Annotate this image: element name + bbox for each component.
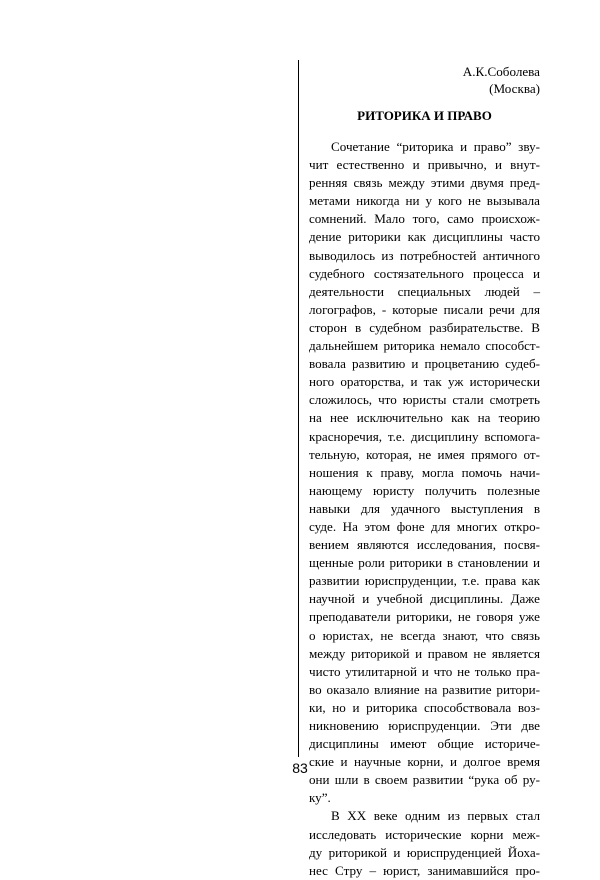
text-line: вовала развитию и процветанию судеб- — [309, 356, 540, 372]
text-line: суде. На этом фоне для многих откро- — [309, 518, 540, 534]
text-line: никновению юриспруденции. Эти две — [309, 718, 540, 733]
text-line: сложилось, что юристы стали смотреть — [309, 392, 540, 408]
text-line: деятельности специальных людей – — [309, 283, 540, 299]
text-line: Сочетание “риторика и право” зву- — [331, 139, 540, 154]
text-line: ренняя связь между этими двумя пред- — [309, 175, 540, 191]
column-rule — [298, 60, 299, 757]
text-line: выводилось из потребностей античного — [309, 247, 540, 263]
text-line: нес Стру – юрист, занимавшийся про- — [309, 862, 540, 878]
text-line: щенные роли риторики в становлении и — [309, 555, 540, 571]
text-line: метами никогда ни у кого не вызывала — [309, 193, 540, 209]
text-line: ку”. — [309, 790, 331, 806]
text-line: В XX веке одним из первых стал — [331, 808, 540, 824]
author-block — [309, 64, 540, 97]
text-line: красноречия, т.е. дисциплину вспомога- — [309, 428, 540, 444]
text-line: во оказало влияние на развитие ритори- — [309, 681, 540, 697]
text-line: навыки для удачного выступления в — [309, 500, 540, 516]
text-line: о юристах, не всегда знают, что связь — [309, 627, 540, 643]
text-line: ки, но и риторика способствовала воз- — [309, 699, 540, 715]
article-title: РИТОРИКА И ПРАВО — [357, 108, 492, 123]
text-line: между риторикой и правом не является — [309, 645, 540, 661]
author-city: (Москва) — [489, 80, 540, 96]
text-line: тельную, которая, не имея прямого от- — [309, 446, 540, 462]
text-line: нающему юристу получить полезные — [309, 482, 540, 498]
text-line: сторон в судебном разбирательстве. В — [309, 319, 540, 335]
text-line: чит естественно и привычно, и внут- — [309, 157, 540, 173]
author-name: А.К.Соболева — [462, 64, 540, 79]
text-line: дисциплины имеют общие историче- — [309, 736, 540, 752]
text-line: ного ораторства, и так уж исторически — [309, 374, 540, 390]
text-line: сомнений. Мало того, само происхож- — [309, 211, 540, 227]
page-number: 83 — [292, 760, 308, 776]
text-line: ские и научные корни, и долгое время — [309, 754, 540, 770]
text-line: ду риторикой и юриспруденцией Йоха- — [309, 844, 540, 860]
text-line: преподаватели риторики, не говоря уже — [309, 609, 540, 625]
text-line: исследовать исторические корни меж- — [309, 826, 540, 842]
text-line: логографов, - которые писали речи для — [309, 301, 540, 317]
text-line: вением являются исследования, посвя- — [309, 537, 540, 553]
text-line: дение риторики как дисциплины часто — [309, 229, 540, 245]
text-line: ношения к праву, могла помочь начи- — [309, 464, 540, 480]
text-line: чисто утилитарной и что не только пра- — [309, 663, 540, 679]
text-line: дальнейшем риторика немало способст- — [309, 338, 540, 354]
text-line: судебного состязательного процесса и — [309, 265, 540, 281]
text-line: развитии юриспруденции, т.е. права как — [309, 573, 540, 589]
text-line: научной и учебной дисциплины. Даже — [309, 591, 540, 607]
text-line: они шли в своем развитии “рука об ру- — [309, 772, 540, 788]
text-line: на нее исключительно как на теорию — [309, 410, 540, 426]
